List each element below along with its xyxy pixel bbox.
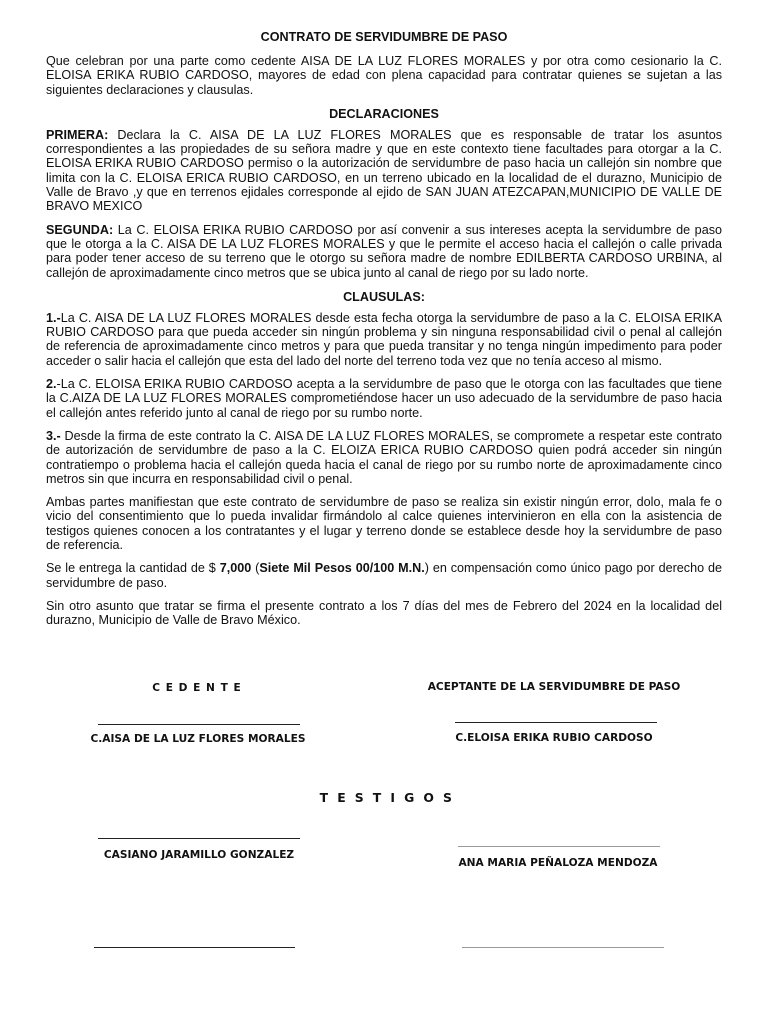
primera-text: Declara la C. AISA DE LA LUZ FLORES MORALES que es responsable de tratar los asuntos correspondientes a las propiedades de su señora madre y que en este contexto tiene facultades para otorgar a la C. ELOISA ERIKA RUBIO CARDOSO permiso o la autorización de servidumbre de paso hacia un callejón sin nombre que limita con la C. ELOISA ERICA RUBIO CARDOSO, en un terreno ubicado en la localidad de el durazno, Municipio de Valle de Bravo ,y que en terrenos ejidales corresponde al ejido de SAN JUAN ATEZCAPAN,MUNICIPIO DE VALLE DE BRAVO MEXICO (46, 127, 722, 214)
aceptante-signature-line (455, 722, 657, 723)
clausula-2 (46, 377, 722, 420)
clausula-3-text: Desde la firma de este contrato la C. AISA DE LA LUZ FLORES MORALES, se compromete a respetar este contrato de autorización de servidumbre de paso a la C. ELOIZA ERICA RUBIO CARDOSO quien podrá acceder sin ningún contratiempo o problema hacia el callejón queda hacia el canal de riego por su rumbo norte de aproximadamente cinco metros sin que incurra en responsabilidad civil o penal. (46, 428, 722, 486)
clausula-3 (46, 429, 722, 486)
pago-paragraph (46, 561, 722, 590)
aceptante-name: C.ELOISA ERIKA RUBIO CARDOSO (455, 732, 653, 744)
segunda-text: La C. ELOISA ERIKA RUBIO CARDOSO por así convenir a sus intereses acepta la servidumbre de paso que le otorga a la C. AISA DE LA LUZ FLORES MORALES y que le permite el acceso hacia el callejón o calle privada para poder tener acceso de su terreno que le otorgo su señora madre de nombre EDILBERTA CARDOSO URBINA, al callejón de aproximadamente cinco metros que se ubica junto al canal de riego por su lado norte. (46, 222, 722, 280)
pago-amount-words: Siete Mil Pesos 00/100 M.N. (259, 561, 425, 576)
declaracion-primera (46, 128, 722, 214)
cierre-paragraph: Sin otro asunto que tratar se firma el presente contrato a los 7 días del mes de Febrero del 2024 en la localidad del durazno, Municipio de Valle de Bravo México. (46, 598, 722, 628)
ambas-partes-paragraph: Ambas partes manifiestan que este contrato de servidumbre de paso se realiza sin existir ningún error, dolo, mala fe o vicio del consentimiento que lo pueda invalidar firmándolo al calce quienes intervinieron en ella con la asistencia de testigos quienes conocen a los contratantes y el lugar y terreno donde se establece desde hoy la servidumbre de paso de referencia. (46, 495, 722, 553)
pago-post: ) en compensación como único pago por derecho de servidumbre de paso. (46, 561, 723, 590)
intro-paragraph: Que celebran por una parte como cedente AISA DE LA LUZ FLORES MORALES y por otra como cesionario la C. ELOISA ERIKA RUBIO CARDOSO, mayores de edad con plena capacidad para contratar quienes se sujetan a las siguientes declaraciones y clausulas. (46, 54, 722, 97)
cedente-label: C E D E N T E (152, 682, 242, 694)
clausula-1 (46, 311, 722, 368)
segunda-label: SEGUNDA: (46, 222, 114, 237)
document-title: CONTRATO DE SERVIDUMBRE DE PASO (260, 30, 508, 44)
pago-mid: ( (251, 561, 260, 576)
declaraciones-heading: DECLARACIONES (329, 106, 439, 121)
testigo-1-name: CASIANO JARAMILLO GONZALEZ (103, 849, 295, 861)
declaracion-segunda (46, 223, 722, 280)
cedente-signature-line (98, 724, 300, 725)
contract-body (46, 29, 722, 637)
clausula-3-label: 3.- (46, 428, 61, 443)
testigo-2-extra-line (462, 947, 664, 948)
testigo-2-name: ANA MARIA PEÑALOZA MENDOZA (458, 857, 658, 869)
clausulas-heading: CLAUSULAS: (343, 289, 425, 304)
testigo-1-extra-line (94, 947, 295, 948)
aceptante-label: ACEPTANTE DE LA SERVIDUMBRE DE PASO (427, 681, 681, 693)
clausula-1-text: La C. AISA DE LA LUZ FLORES MORALES desde esta fecha otorga la servidumbre de paso a la C. ELOISA ERIKA RUBIO CARDOSO para que pueda acceder sin ningún problema y sin ninguna responsabilidad civil o penal al callejón de referencia de aproximadamente cinco metros y para que pueda transitar y no tenga ningún impedimento para poder acceder o salir hacia el callejón que esta del lado del norte del terreno toda vez que no tenía acceso al mismo. (46, 310, 722, 368)
clausula-2-text: -La C. ELOISA ERIKA RUBIO CARDOSO acepta a la servidumbre de paso que le otorga con las facultades que tiene la C.AIZA DE LA LUZ FLORES MORALES comprometiéndose hacer un uso adecuado de la servidumbre de paso hacia el callejón antes referido junto al canal de riego por su rumbo norte. (46, 377, 722, 420)
cedente-name: C.AISA DE LA LUZ FLORES MORALES (90, 733, 306, 745)
clausula-1-label: 1.- (46, 310, 61, 325)
testigo-1-signature-line (98, 838, 300, 839)
pago-amount: 7,000 (219, 561, 252, 576)
testigos-label: T E S T I G O S (319, 790, 455, 805)
testigo-2-signature-line (458, 846, 660, 847)
primera-label: PRIMERA: (46, 127, 109, 142)
pago-pre: Se le entrega la cantidad de $ (46, 561, 220, 576)
clausula-2-label: 2. (46, 377, 57, 392)
